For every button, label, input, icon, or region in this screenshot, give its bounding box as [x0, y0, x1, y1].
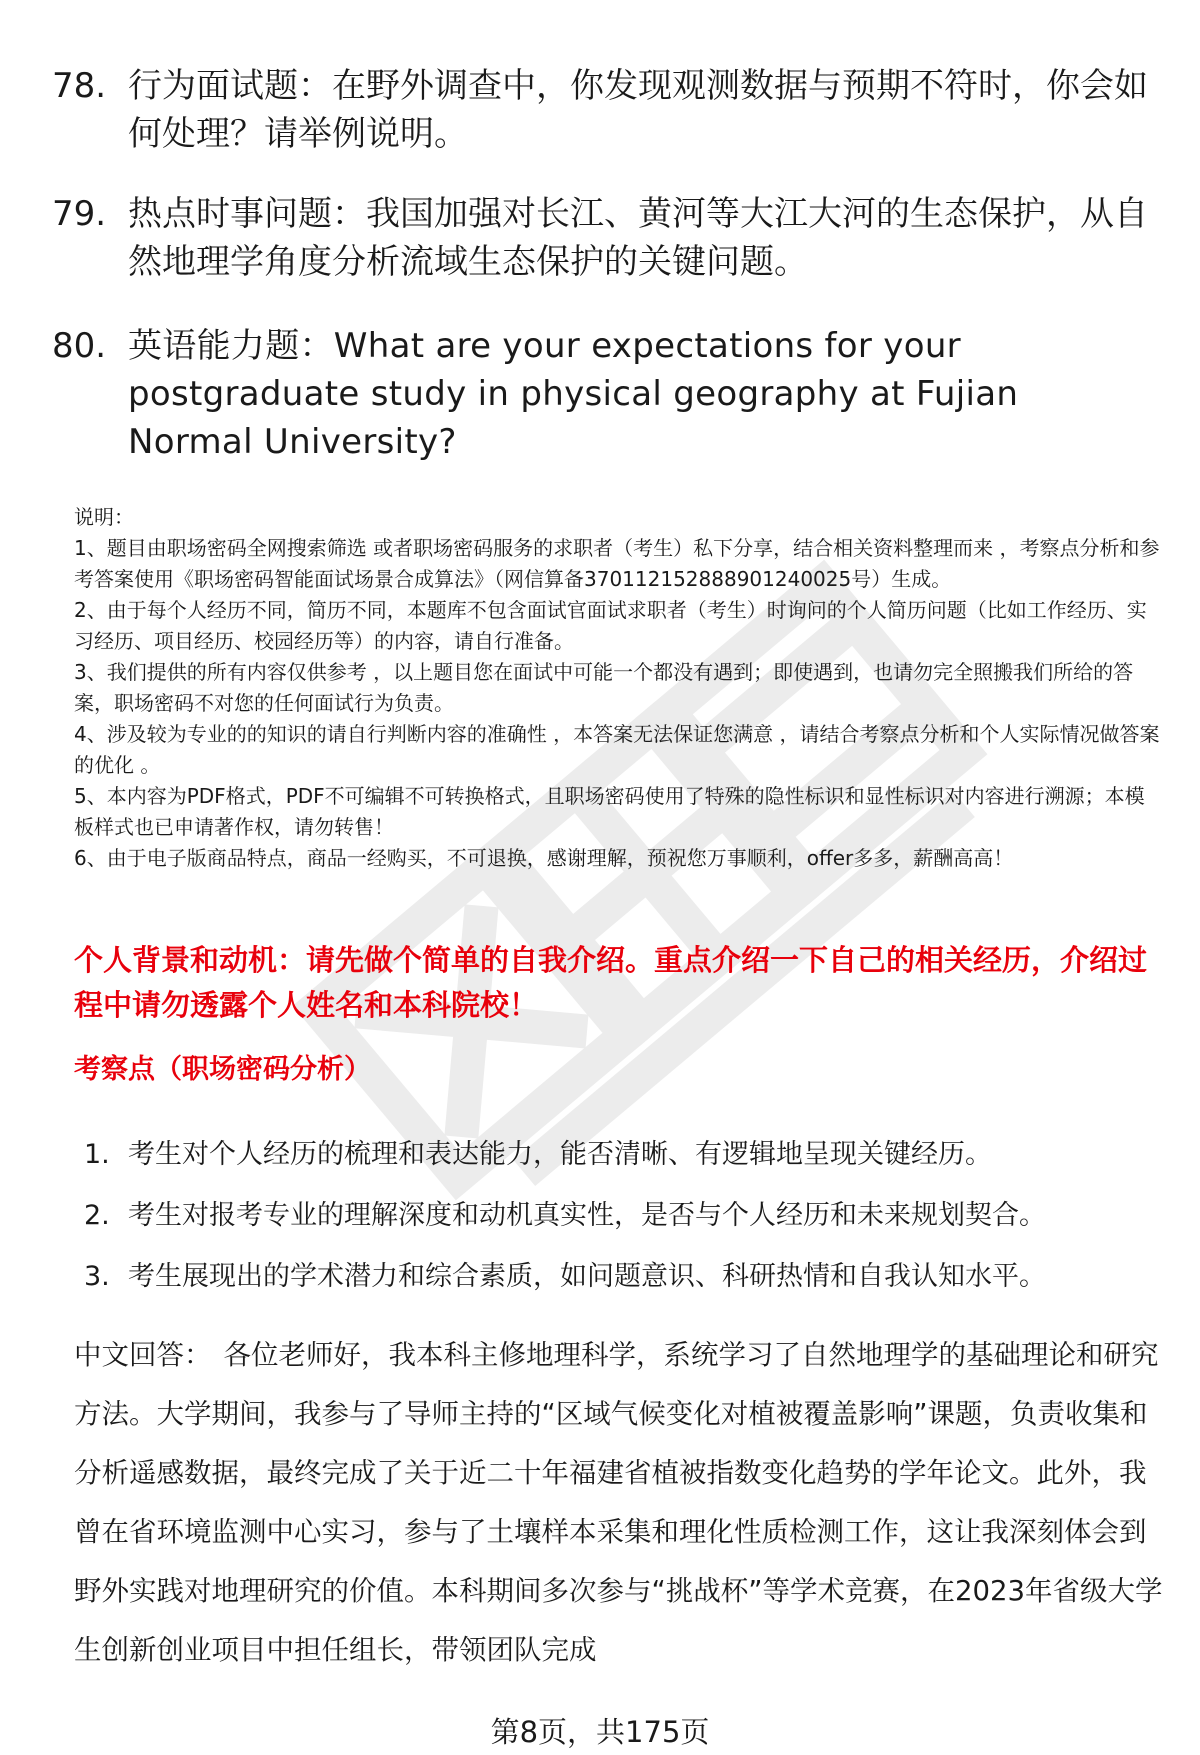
- note-item: 1、题目由职场密码全网搜索筛选 或者职场密码服务的求职者（考生）私下分享，结合相关资料整理而来 ，考察点分析和参考答案使用《职场密码智能面试场景合成算法》（网信算备370112152888901240025号）生成。: [74, 536, 1160, 591]
- point-number: 2.: [84, 1200, 110, 1231]
- disclaimer-notes: [74, 502, 1160, 874]
- point-text: 考生展现出的学术潜力和综合素质，如问题意识、科研热情和自我认知水平。: [128, 1261, 1046, 1292]
- note-item: 2、由于每个人经历不同，简历不同，本题库不包含面试官面试求职者（考生）时询问的个人简历问题（比如工作经历、实习经历、项目经历、校园经历等）的内容，请自行准备。: [74, 598, 1147, 653]
- question-text: 英语能力题：What are your expectations for your postgraduate study in physical geography at Fujian Normal University?: [128, 326, 1019, 462]
- point-text: 考生对个人经历的梳理和表达能力，能否清晰、有逻辑地呈现关键经历。: [128, 1139, 992, 1170]
- note-item: 3、我们提供的所有内容仅供参考 ，以上题目您在面试中可能一个都没有遇到；即使遇到，也请勿完全照搬我们所给的答案，职场密码不对您的任何面试行为负责。: [74, 660, 1134, 715]
- section-title: 个人背景和动机：请先做个简单的自我介绍。重点介绍一下自己的相关经历，介绍过程中请勿透露个人姓名和本科院校！: [74, 943, 1148, 1022]
- page-footer: 第8页，共175页: [490, 1715, 710, 1749]
- assessment-points: [84, 1124, 1164, 1307]
- note-item: 4、涉及较为专业的的知识的请自行判断内容的准确性 ，本答案无法保证您满意 ，请结合考察点分析和个人实际情况做答案的优化 。: [74, 722, 1160, 777]
- note-item: 6、由于电子版商品特点，商品一经购买，不可退换，感谢理解，预祝您万事顺利，offer多多，薪酬高高！: [74, 846, 1014, 870]
- chinese-answer: [74, 1326, 1164, 1680]
- list-item: [84, 1246, 1164, 1307]
- question-number: 80.: [52, 326, 107, 366]
- answer-text: 各位老师好，我本科主修地理科学，系统学习了自然地理学的基础理论和研究方法。大学期间，我参与了导师主持的“区域气候变化对植被覆盖影响”课题，负责收集和分析遥感数据，最终完成了关于近二十年福建省植被指数变化趋势的学年论文。此外，我曾在省环境监测中心实习，参与了土壤样本采集和理化性质检测工作，这让我深刻体会到野外实践对地理研究的价值。本科期间多次参与“挑战杯”等学术竞赛，在2023年省级大学生创新创业项目中担任组长，带领团队完成: [74, 1339, 1163, 1666]
- notes-heading: 说明：: [74, 505, 134, 529]
- question-number: 79.: [52, 194, 107, 234]
- question-79: [52, 190, 1152, 286]
- note-item: 5、本内容为PDF格式，PDF不可编辑不可转换格式，且职场密码使用了特殊的隐性标识和显性标识对内容进行溯源；本模板样式也已申请著作权，请勿转售！: [74, 784, 1145, 839]
- point-text: 考生对报考专业的理解深度和动机真实性，是否与个人经历和未来规划契合。: [128, 1200, 1046, 1231]
- list-item: [84, 1124, 1164, 1185]
- question-80: [52, 322, 1152, 466]
- question-text: 行为面试题：在野外调查中，你发现观测数据与预期不符时，你会如何处理？请举例说明。: [128, 66, 1148, 154]
- answer-label: 中文回答：: [74, 1339, 212, 1371]
- question-78: [52, 62, 1152, 158]
- point-number: 3.: [84, 1261, 110, 1292]
- list-item: [84, 1185, 1164, 1246]
- question-text: 热点时事问题：我国加强对长江、黄河等大江大河的生态保护，从自然地理学角度分析流域生态保护的关键问题。: [128, 194, 1148, 282]
- point-number: 1.: [84, 1139, 110, 1170]
- section-subtitle: 考察点（职场密码分析）: [74, 1054, 371, 1085]
- question-number: 78.: [52, 66, 107, 106]
